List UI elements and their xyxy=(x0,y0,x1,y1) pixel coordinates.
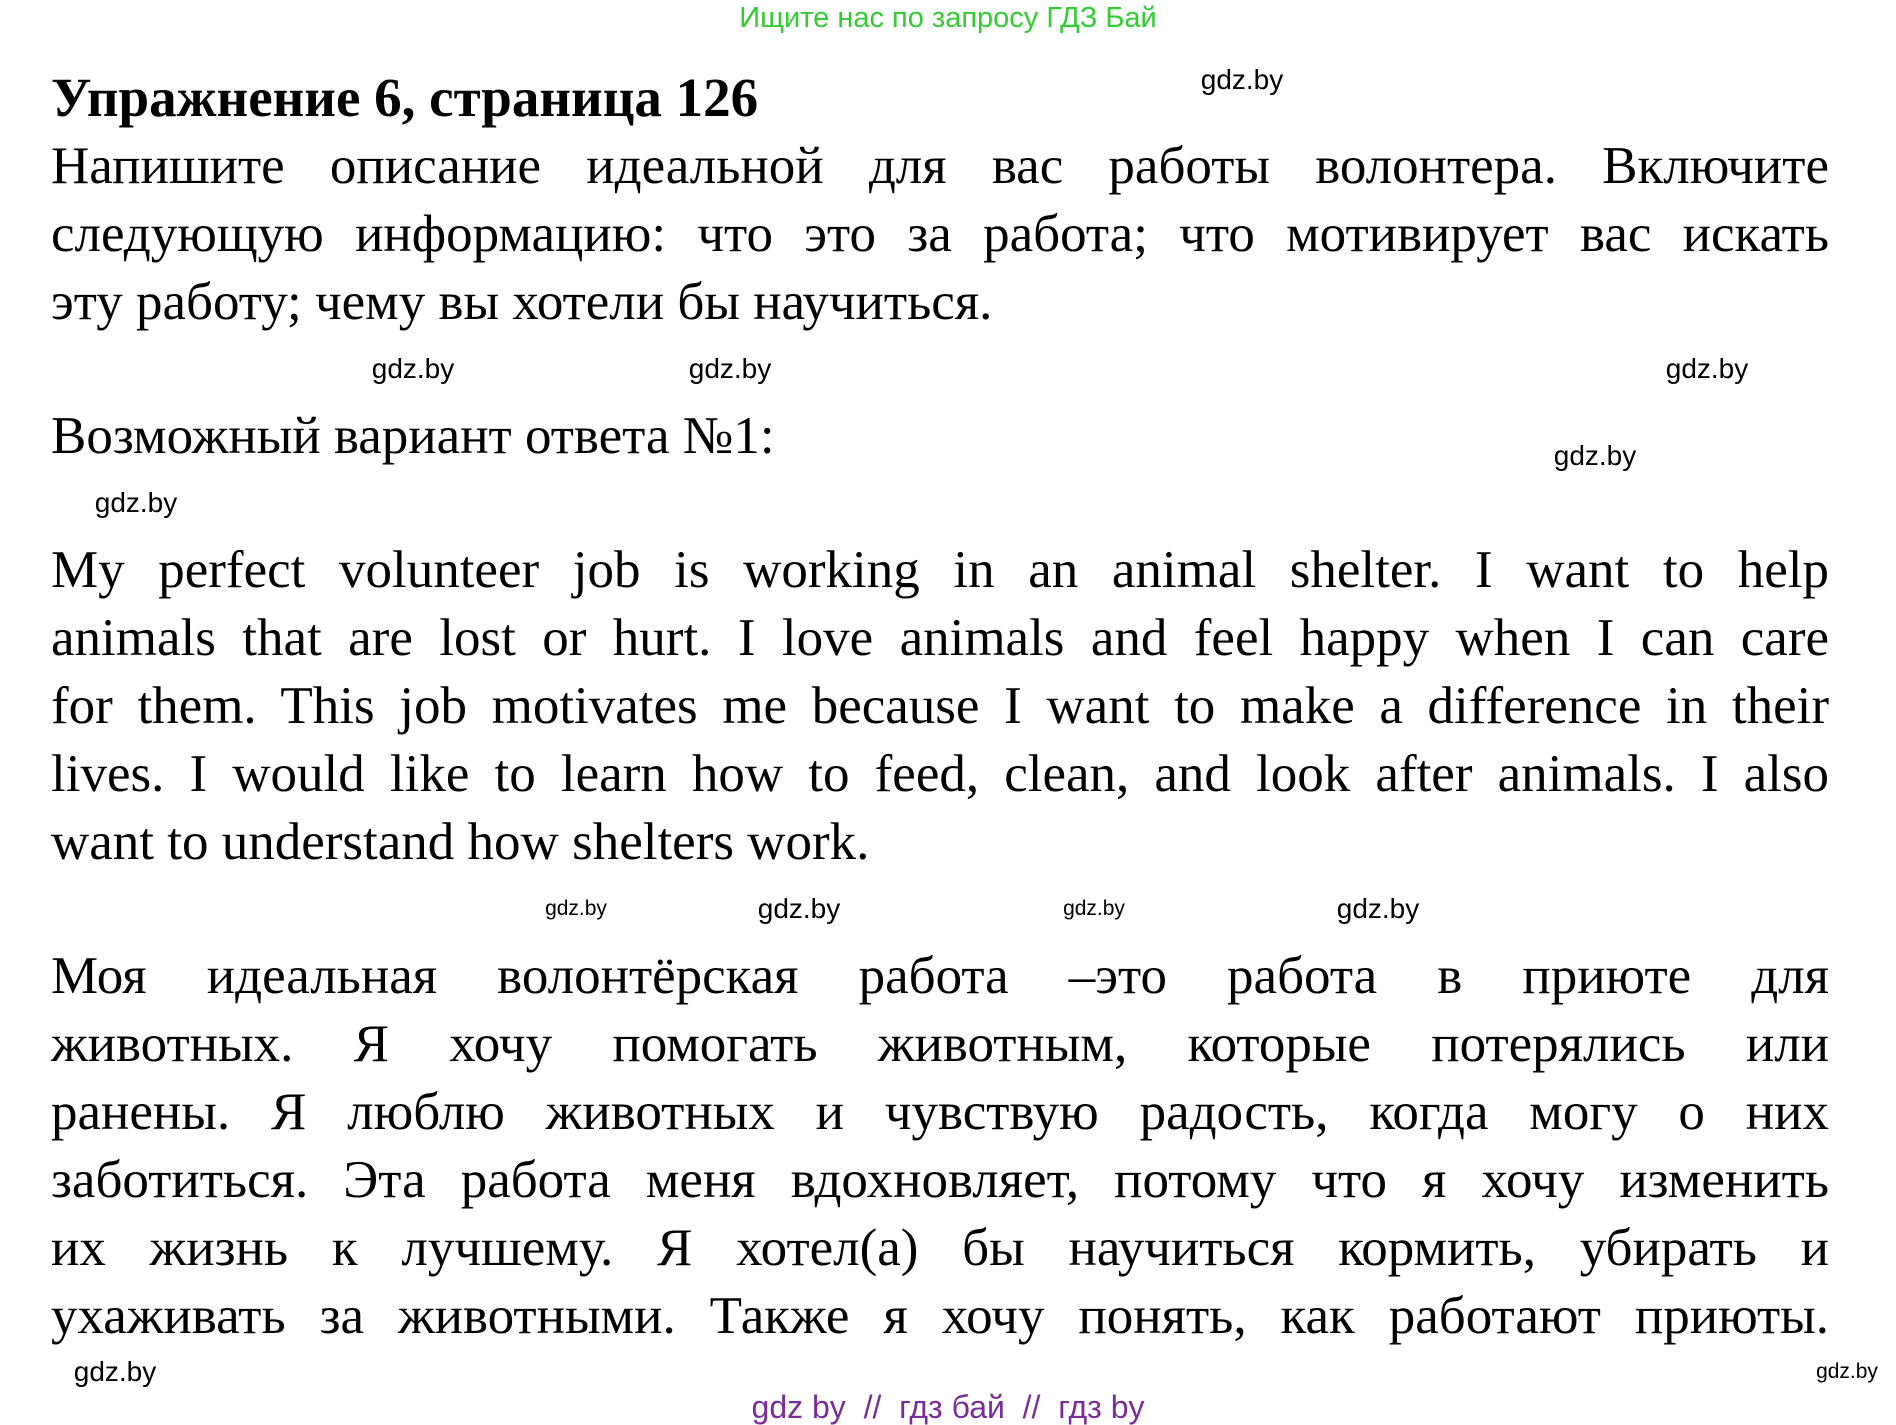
answer-heading: Возможный вариант ответа №1: xyxy=(51,407,775,465)
watermark: gdz.by xyxy=(1553,440,1637,471)
task-line: Напишите описание идеальной для вас работы волонтера. Включите xyxy=(51,137,1829,195)
watermark: gdz.by xyxy=(1816,1360,1878,1383)
watermark: gdz.by xyxy=(757,893,841,924)
watermark: gdz.by xyxy=(545,897,607,920)
watermark: gdz.by xyxy=(688,353,772,384)
watermark: gdz.by xyxy=(1200,64,1284,95)
task-line: следующую информацию: что это за работа; что мотивирует вас искать xyxy=(51,205,1829,263)
russian-line: ухаживать за животными. Также я хочу понять, как работают приюты. xyxy=(51,1287,1829,1345)
page-title: Упражнение 6, страница 126 xyxy=(51,67,759,128)
russian-line: их жизнь к лучшему. Я хотел(а) бы научиться кормить, убирать и xyxy=(51,1219,1829,1277)
russian-line: заботиться. Эта работа меня вдохновляет, потому что я хочу изменить xyxy=(51,1151,1829,1209)
english-line: animals that are lost or hurt. I love animals and feel happy when I can care xyxy=(51,609,1829,667)
russian-answer xyxy=(51,942,1829,1350)
footer-links: gdz by // гдз бай // гдз by xyxy=(751,1389,1145,1425)
russian-line: ранены. Я люблю животных и чувствую радость, когда могу о них xyxy=(51,1083,1829,1141)
english-line: for them. This job motivates me because I want to make a difference in their xyxy=(51,677,1829,735)
watermark: gdz.by xyxy=(1665,353,1749,384)
task-line: эту работу; чему вы хотели бы научиться. xyxy=(51,273,993,331)
russian-line: Моя идеальная волонтёрская работа –это работа в приюте для xyxy=(51,947,1829,1005)
watermark: gdz.by xyxy=(371,353,455,384)
english-line: want to understand how shelters work. xyxy=(51,813,870,871)
watermark: gdz.by xyxy=(1063,897,1125,920)
watermark: gdz.by xyxy=(94,487,178,518)
english-answer xyxy=(51,536,1829,876)
watermark: gdz.by xyxy=(73,1356,157,1387)
english-line: My perfect volunteer job is working in an animal shelter. I want to help xyxy=(51,541,1829,599)
watermark: gdz.by xyxy=(1336,893,1420,924)
search-banner: Ищите нас по запросу ГДЗ Бай xyxy=(739,2,1157,34)
english-line: lives. I would like to learn how to feed, clean, and look after animals. I also xyxy=(51,745,1829,803)
russian-line: животных. Я хочу помогать животным, которые потерялись или xyxy=(51,1015,1829,1073)
task-text xyxy=(51,132,1829,336)
